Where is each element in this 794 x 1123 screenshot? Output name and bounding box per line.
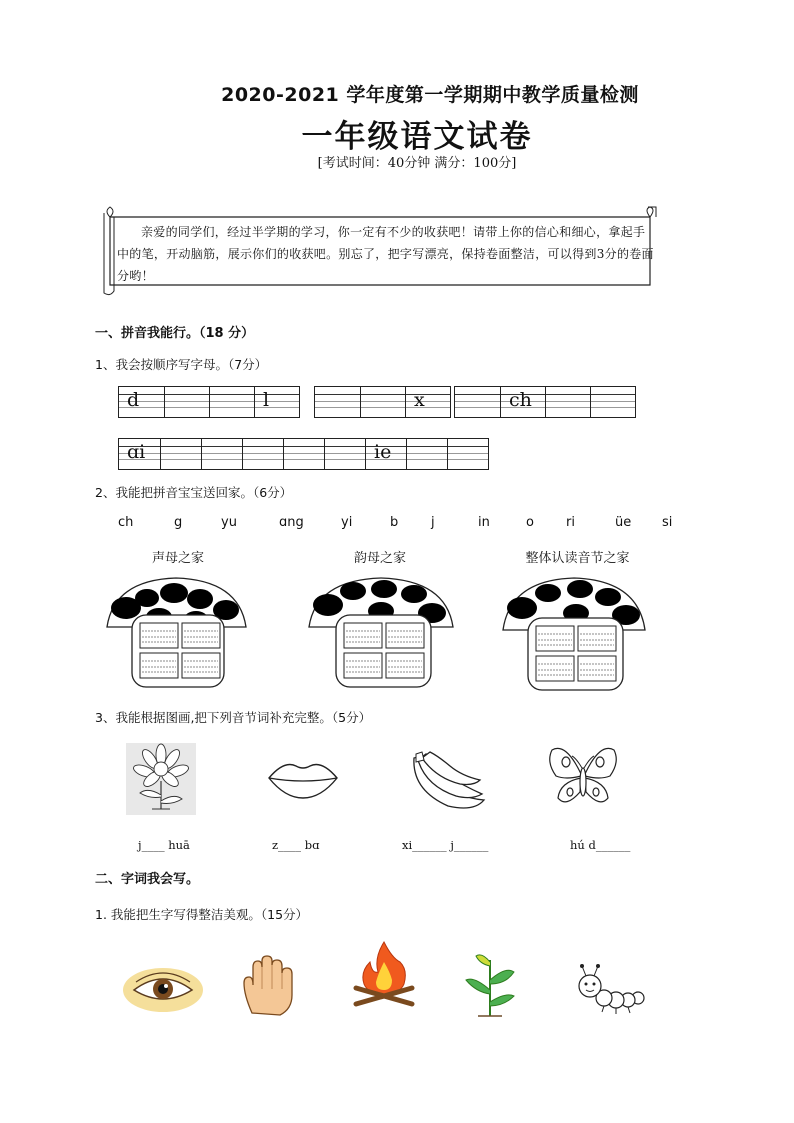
grid-cell[interactable]: ɑi (119, 439, 160, 469)
fill-blank-1[interactable]: j____ huā (138, 838, 190, 852)
syllable: ri (566, 515, 575, 530)
syllable: yu (221, 515, 237, 530)
grid-cell[interactable] (201, 439, 242, 469)
q1-label: 1、我会按顺序写字母。（7分） (95, 357, 268, 372)
grid-cell[interactable] (455, 387, 500, 417)
grid-cell[interactable]: l (254, 387, 299, 417)
grid-cell[interactable] (406, 439, 447, 469)
mushroom-house-icon (104, 575, 249, 690)
fill-blank-3[interactable]: xi______ j______ (402, 838, 489, 852)
fill-blank-4[interactable]: hú d______ (570, 838, 631, 852)
chrysanthemum-icon (126, 743, 196, 815)
butterfly-icon (546, 742, 620, 812)
grid-cell[interactable] (160, 439, 201, 469)
grid-cell[interactable] (283, 439, 324, 469)
grid-cell[interactable] (242, 439, 283, 469)
fill-blank-2[interactable]: z____ bɑ (272, 838, 320, 852)
q3-label: 3、我能根据图画,把下列音节词补充完整。（5分） (95, 710, 372, 725)
letter-grid-3 (454, 386, 636, 418)
letter-grid-2 (314, 386, 451, 418)
grid-cell[interactable] (545, 387, 590, 417)
grid-cell[interactable]: ch (500, 387, 545, 417)
syllable: in (478, 515, 490, 530)
grid-cell[interactable] (324, 439, 365, 469)
grid-cell[interactable]: x (405, 387, 450, 417)
house-label-finals: 韵母之家 (353, 551, 406, 566)
syllable: yi (341, 515, 353, 530)
house-label-initials: 声母之家 (151, 551, 204, 566)
hand-icon (238, 955, 296, 1017)
banana-icon (408, 750, 488, 812)
grid-cell[interactable]: d (119, 387, 164, 417)
house-label-whole: 整体认读音节之家 (525, 551, 630, 566)
exam-info: [考试时间：40分钟 满分：100分] (317, 156, 517, 171)
syllable: b (390, 515, 399, 530)
letter-grid-4 (118, 438, 489, 470)
section1-heading: 一、拼音我能行。（18 分） (95, 326, 255, 341)
mushroom-house-icon (500, 575, 648, 693)
grid-cell[interactable]: ie (365, 439, 406, 469)
caterpillar-icon (574, 962, 646, 1018)
syllable: o (526, 515, 534, 530)
grid-cell[interactable] (360, 387, 405, 417)
syllable: si (662, 515, 673, 530)
section2-heading: 二、字词我会写。 (95, 872, 200, 887)
syllable: g (174, 515, 183, 530)
section2-q1-label: 1. 我能把生字写得整洁美观。（15分） (95, 907, 309, 922)
exam-subject: 一年级语文试卷 (301, 119, 533, 155)
grid-cell[interactable] (209, 387, 254, 417)
seedling-icon (462, 950, 518, 1020)
syllable: ɑng (279, 515, 304, 530)
mushroom-house-icon (306, 575, 456, 690)
intro-text: 亲爱的同学们，经过半学期的学习，你一定有不少的收获吧！请带上你的信心和细心，拿起手中的笔，开动脑筋，展示你们的收获吧。别忘了，把字写漂亮，保持卷面整洁，可以得到3分的卷面分哟！ (117, 225, 654, 283)
grid-cell[interactable] (164, 387, 209, 417)
q2-label: 2、我能把拼音宝宝送回家。（6分） (95, 485, 293, 500)
syllable: j (431, 515, 435, 530)
syllable: ch (118, 515, 134, 530)
eye-icon (122, 966, 204, 1014)
letter-grid-1 (118, 386, 300, 418)
grid-cell[interactable] (315, 387, 360, 417)
fire-icon (352, 940, 416, 1008)
lips-icon (266, 756, 340, 800)
syllable: üe (615, 515, 632, 530)
grid-cell[interactable] (447, 439, 488, 469)
grid-cell[interactable] (590, 387, 635, 417)
exam-title: 2020-2021 学年度第一学期期中教学质量检测 (221, 84, 639, 106)
